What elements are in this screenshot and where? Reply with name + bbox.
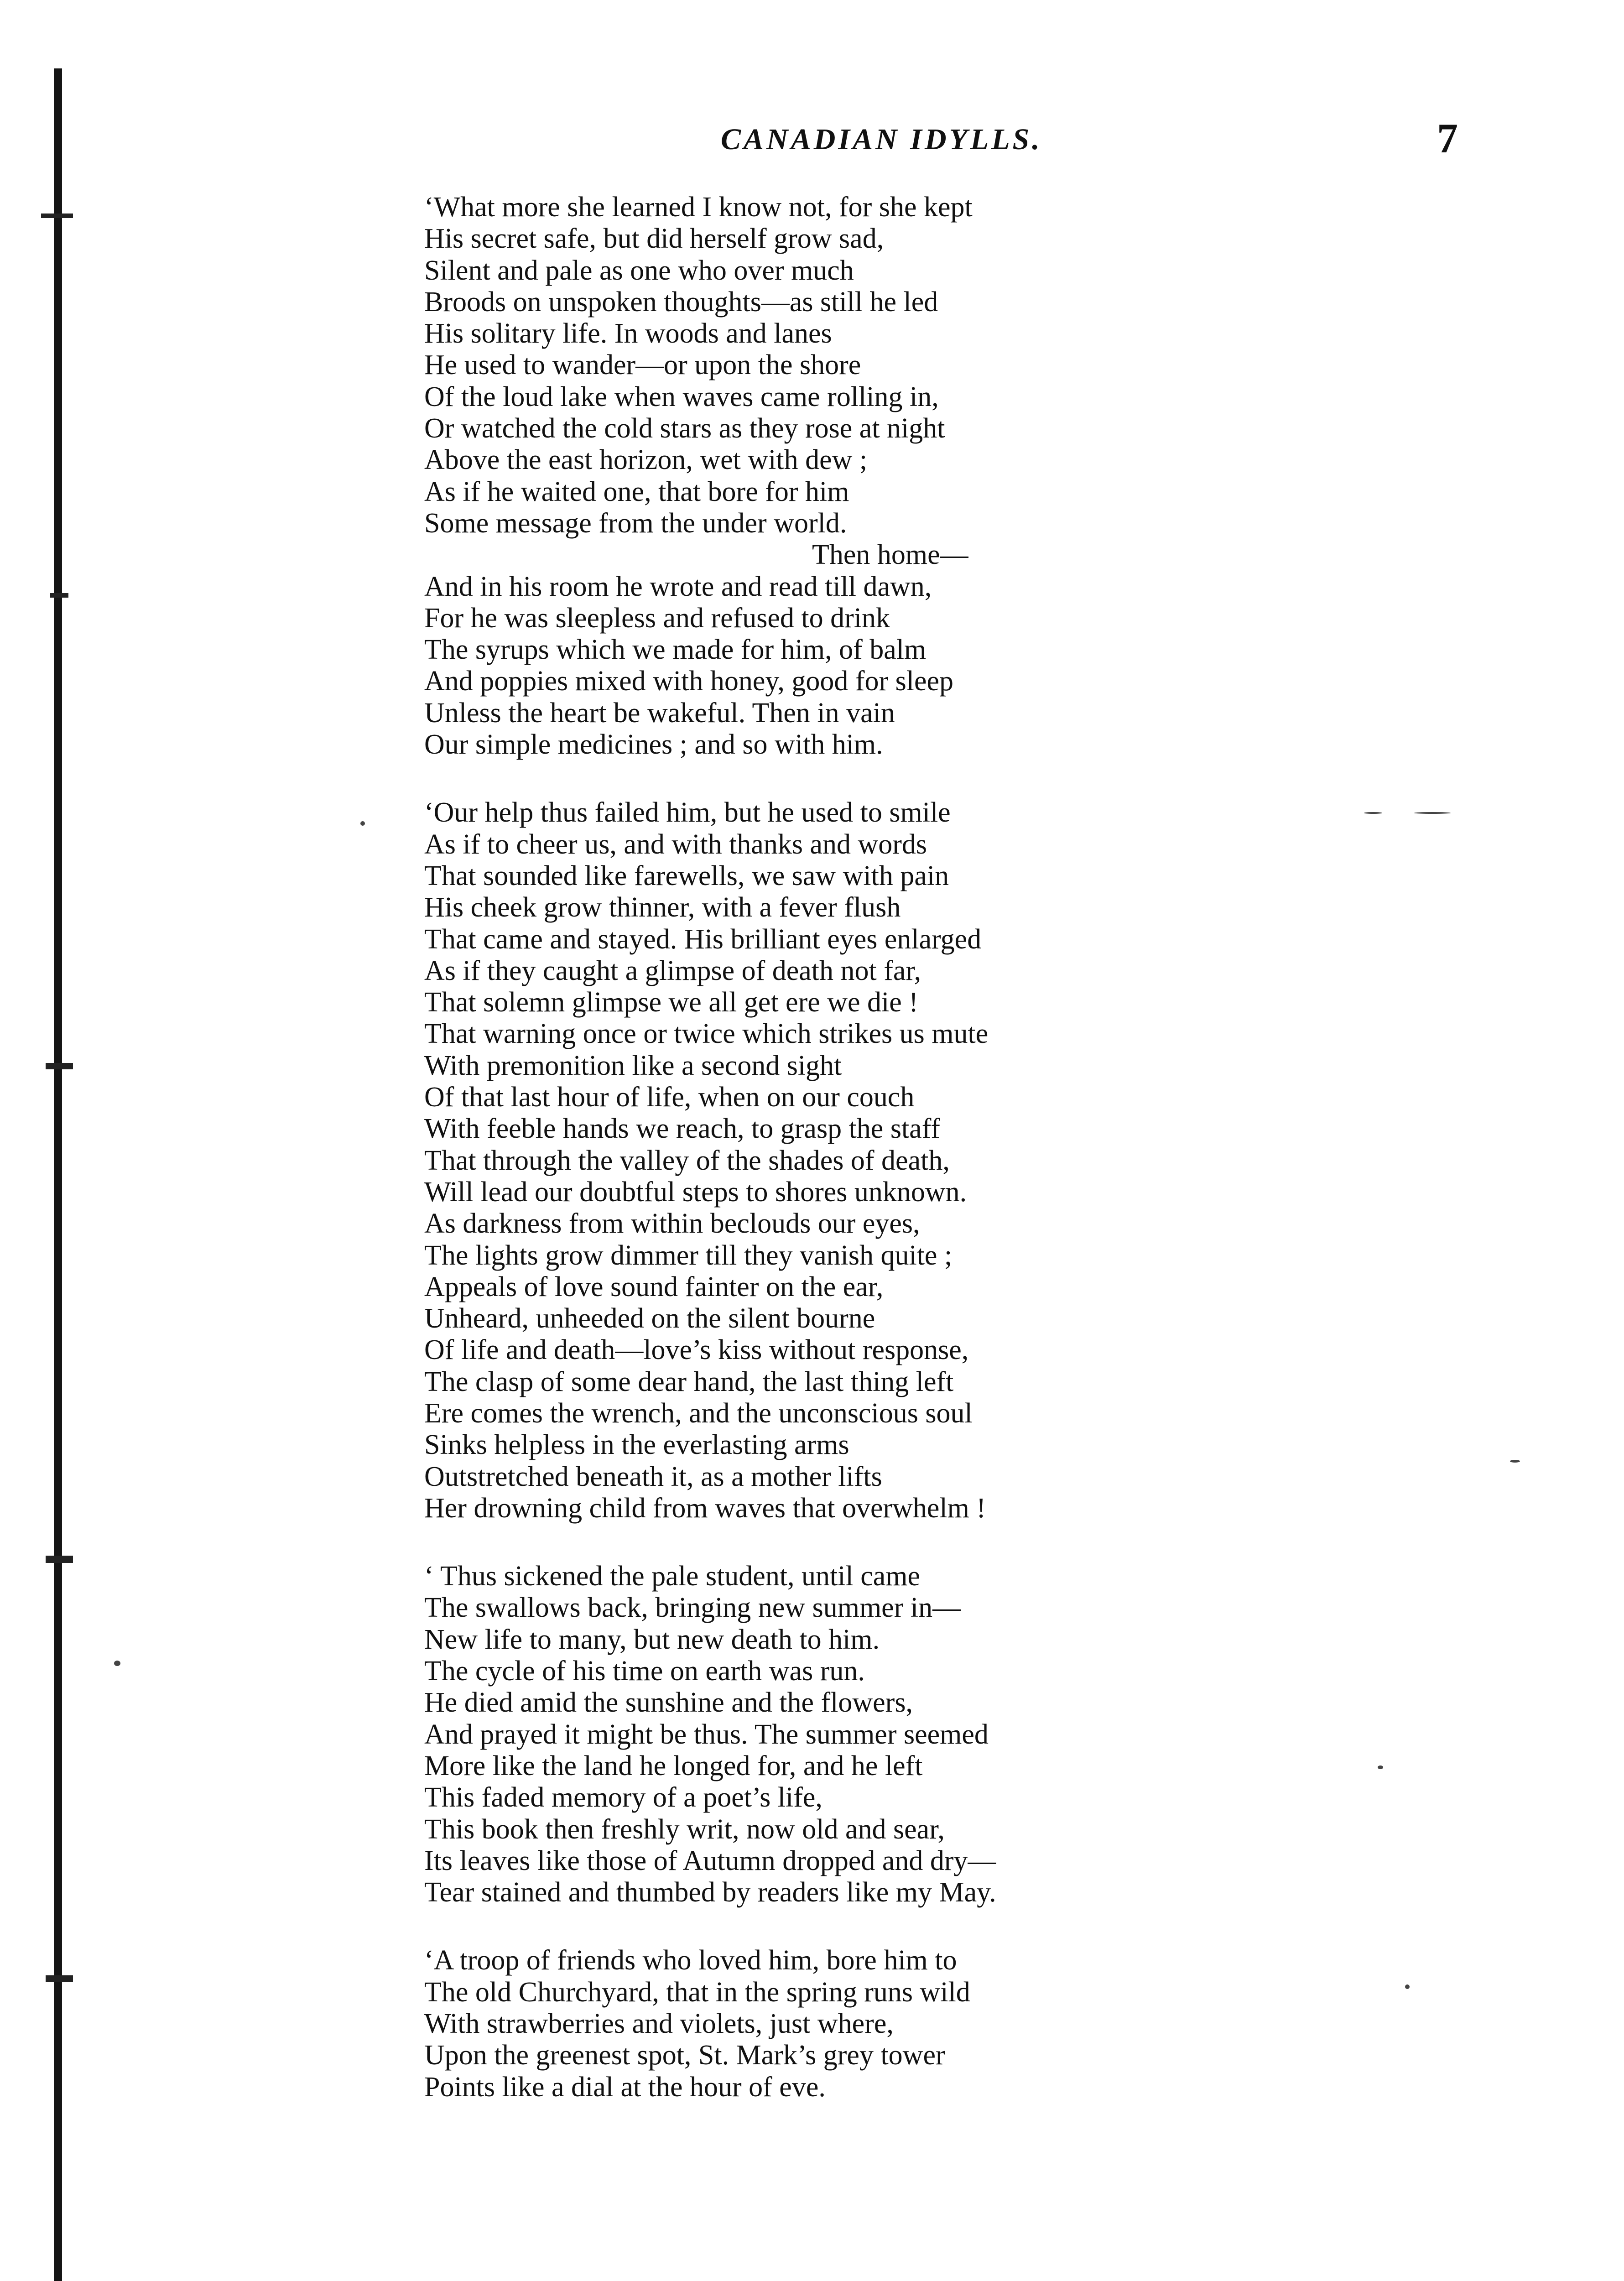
verse-line: Of the loud lake when waves came rolling in, (424, 381, 939, 412)
stanza (424, 1561, 1473, 1908)
verse-line-indented: Then home— (812, 539, 968, 571)
verse-line: The syrups which we made for him, of balm (424, 634, 927, 666)
verse-line: ‘What more she learned I know not, for she kept (424, 192, 973, 223)
verse-line: Broods on unspoken thoughts—as still he led (424, 286, 938, 318)
stanza (424, 1945, 1473, 2103)
binding-tick-mark (46, 1556, 73, 1563)
verse-line: His cheek grow thinner, with a fever flush (424, 892, 901, 923)
verse-line: For he was sleepless and refused to drink (424, 602, 890, 634)
verse-line: Or watched the cold stars as they rose at night (424, 413, 945, 444)
verse-line: Above the east horizon, wet with dew ; (424, 444, 868, 476)
verse-line: He died amid the sunshine and the flowers, (424, 1687, 913, 1719)
binding-tick-mark (46, 1975, 73, 1982)
verse-line: With premonition like a second sight (424, 1050, 842, 1081)
verse-line: His secret safe, but did herself grow sad, (424, 223, 884, 255)
print-speck (114, 1661, 120, 1666)
verse-line: ‘ Thus sickened the pale student, until came (424, 1561, 920, 1592)
verse-line: ‘A troop of friends who loved him, bore him to (424, 1945, 957, 1976)
running-head: CANADIAN IDYLLS. (721, 123, 1042, 156)
verse-line: Upon the greenest spot, St. Mark’s grey tower (424, 2040, 945, 2071)
verse-line: The clasp of some dear hand, the last thing left (424, 1366, 954, 1397)
print-speck (360, 821, 365, 826)
stanza (424, 192, 1473, 760)
verse-line: Silent and pale as one who over much (424, 255, 854, 286)
page-binding-edge (54, 68, 62, 2281)
verse-line: With strawberries and violets, just where, (424, 2008, 894, 2040)
verse-line: Our simple medicines ; and so with him. (424, 729, 883, 760)
verse-line: Ere comes the wrench, and the unconscious soul (424, 1397, 973, 1429)
verse-line: And prayed it might be thus. The summer seemed (424, 1719, 989, 1750)
verse-line: Her drowning child from waves that overwhelm ! (424, 1492, 986, 1524)
verse-line: More like the land he longed for, and he left (424, 1750, 923, 1781)
verse-line: As if to cheer us, and with thanks and words (424, 828, 927, 860)
verse-line: Points like a dial at the hour of eve. (424, 2071, 826, 2103)
print-speck (1510, 1460, 1520, 1463)
verse-line: That solemn glimpse we all get ere we die ! (424, 987, 918, 1018)
verse-line: Unheard, unheeded on the silent bourne (424, 1303, 875, 1334)
verse-line: Appeals of love sound fainter on the ear, (424, 1271, 884, 1302)
verse-line: That came and stayed. His brilliant eyes enlarged (424, 923, 982, 955)
binding-tick-mark (46, 1063, 73, 1069)
verse-line: Sinks helpless in the everlasting arms (424, 1429, 849, 1461)
verse-line: That warning once or twice which strikes us mute (424, 1018, 989, 1050)
verse-line: The cycle of his time on earth was run. (424, 1656, 865, 1687)
verse-line: Some message from the under world. (424, 507, 847, 539)
verse-line: That through the valley of the shades of death, (424, 1145, 950, 1176)
verse-line: Of life and death—love’s kiss without response, (424, 1334, 969, 1366)
verse-line: Of that last hour of life, when on our couch (424, 1082, 915, 1113)
verse-line: This book then freshly writ, now old and sear, (424, 1813, 945, 1845)
verse-line: As if he waited one, that bore for him (424, 476, 849, 507)
poem-text (424, 192, 1473, 2140)
verse-line: Unless the heart be wakeful. Then in vain (424, 697, 895, 729)
verse-line: And poppies mixed with honey, good for sleep (424, 666, 954, 697)
verse-line: With feeble hands we reach, to grasp the staff (424, 1113, 940, 1145)
verse-line: His solitary life. In woods and lanes (424, 318, 832, 349)
stanza (424, 797, 1473, 1524)
verse-line: Outstretched beneath it, as a mother lifts (424, 1461, 882, 1492)
verse-line: New life to many, but new death to him. (424, 1624, 880, 1655)
verse-line: That sounded like farewells, we saw with pain (424, 860, 949, 891)
verse-line: ‘Our help thus failed him, but he used to smile (424, 797, 951, 828)
binding-tick-mark (50, 593, 68, 598)
verse-line: Its leaves like those of Autumn dropped and dry— (424, 1845, 996, 1876)
verse-line: And in his room he wrote and read till dawn, (424, 571, 932, 602)
verse-line: Will lead our doubtful steps to shores unknown. (424, 1176, 967, 1208)
verse-line: This faded memory of a poet’s life, (424, 1782, 822, 1813)
verse-line: As if they caught a glimpse of death not far, (424, 955, 921, 986)
binding-tick-mark (41, 214, 73, 218)
verse-line: He used to wander—or upon the shore (424, 349, 861, 381)
verse-line: The old Churchyard, that in the spring runs wild (424, 1976, 970, 2008)
verse-line: As darkness from within beclouds our eyes, (424, 1208, 920, 1239)
page-number: 7 (1437, 115, 1458, 161)
verse-line: Tear stained and thumbed by readers like my May. (424, 1877, 996, 1908)
verse-line: The lights grow dimmer till they vanish quite ; (424, 1239, 953, 1271)
verse-line: The swallows back, bringing new summer in— (424, 1592, 961, 1624)
